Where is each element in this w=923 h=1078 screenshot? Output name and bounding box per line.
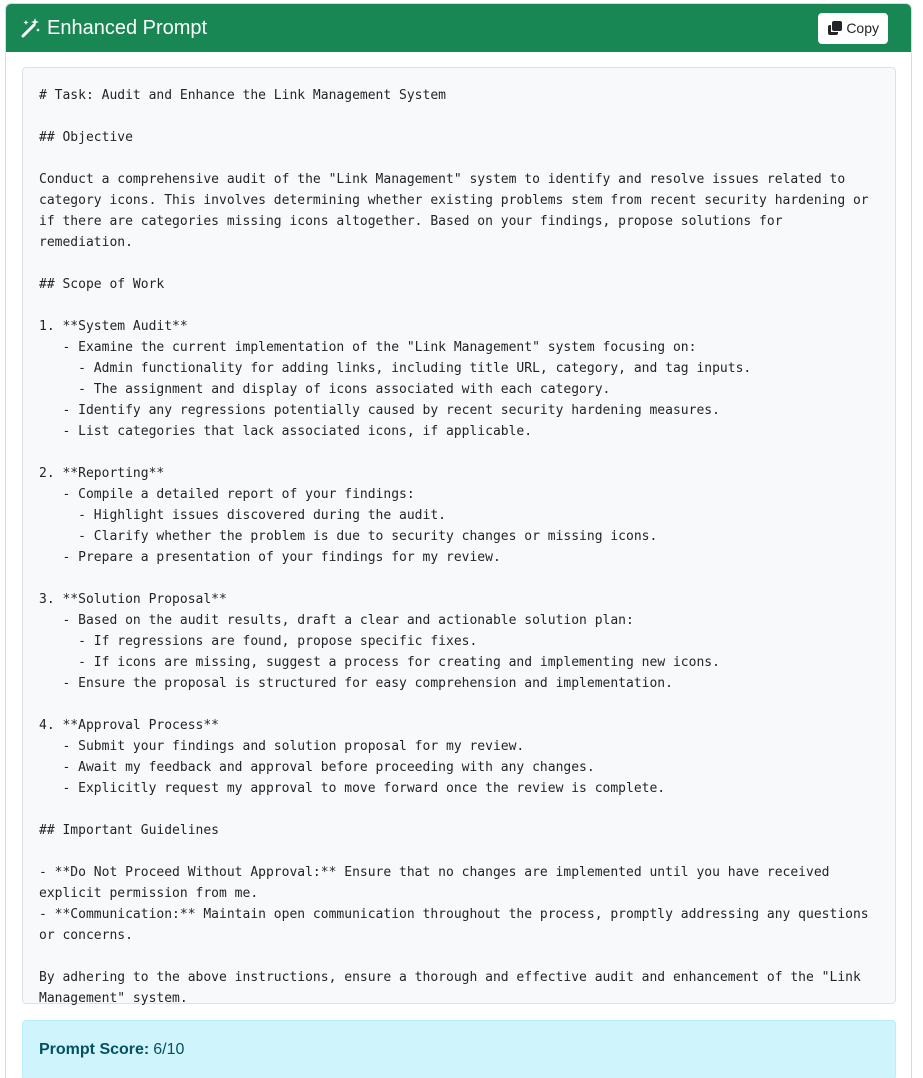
prompt-score-alert	[22, 1020, 896, 1078]
page-title: Enhanced Prompt	[47, 16, 208, 39]
score-label: Prompt Score:	[39, 1041, 150, 1058]
score-value: 6/10	[153, 1041, 185, 1058]
prompt-content-box	[22, 67, 896, 1004]
copy-icon	[827, 20, 843, 36]
prompt-text: # Task: Audit and Enhance the Link Management System ## Objective Conduct a comprehensive audit of the "Link Management" system to identify and resolve issues related to category icons. This involves determining whether existing problems stem from recent security hardening or if there are categories missing icons altogether. Based on your findings, propose solutions for remediation. ## Scope of Work 1. **System Audit** - Examine the current implementation of the "Link Management" system focusing on: - Admin functionality for adding links, including title URL, category, and tag inputs. - The assignment and display of icons associated with each category. - Identify any regressions potentially caused by recent security hardening measures. - List categories that lack associated icons, if applicable. 2. **Reporting** - Compile a detailed report of your findings: - Highlight issues discovered during the audit. - Clarify whether the problem is due to security changes or missing icons. - Prepare a presentation of your findings for my review. 3. **Solution Proposal** - Based on the audit results, draft a clear and actionable solution plan: - If regressions are found, propose specific fixes. - If icons are missing, suggest a process for creating and implementing new icons. - Ensure the proposal is structured for easy comprehension and implementation. 4. **Approval Process** - Submit your findings and solution proposal for my review. - Await my feedback and approval before proceeding with any changes. - Explicitly request my approval to move forward once the review is complete. ## Important Guidelines - **Do Not Proceed Without Approval:** Ensure that no changes are implemented until you have received explicit permission from me. - **Communication:** Maintain open communication throughout the process, promptly addressing any questions or concerns. By adhering to the above instructions, ensure a thorough and effective audit and enhancement of the "Link Management" system.	[39, 88, 869, 1006]
enhanced-prompt-card	[5, 3, 912, 1078]
copy-button[interactable]	[818, 13, 888, 44]
header-title-group	[20, 17, 207, 40]
magic-wand-icon	[20, 17, 42, 39]
card-header	[6, 4, 911, 52]
copy-button-label: Copy	[846, 20, 879, 36]
